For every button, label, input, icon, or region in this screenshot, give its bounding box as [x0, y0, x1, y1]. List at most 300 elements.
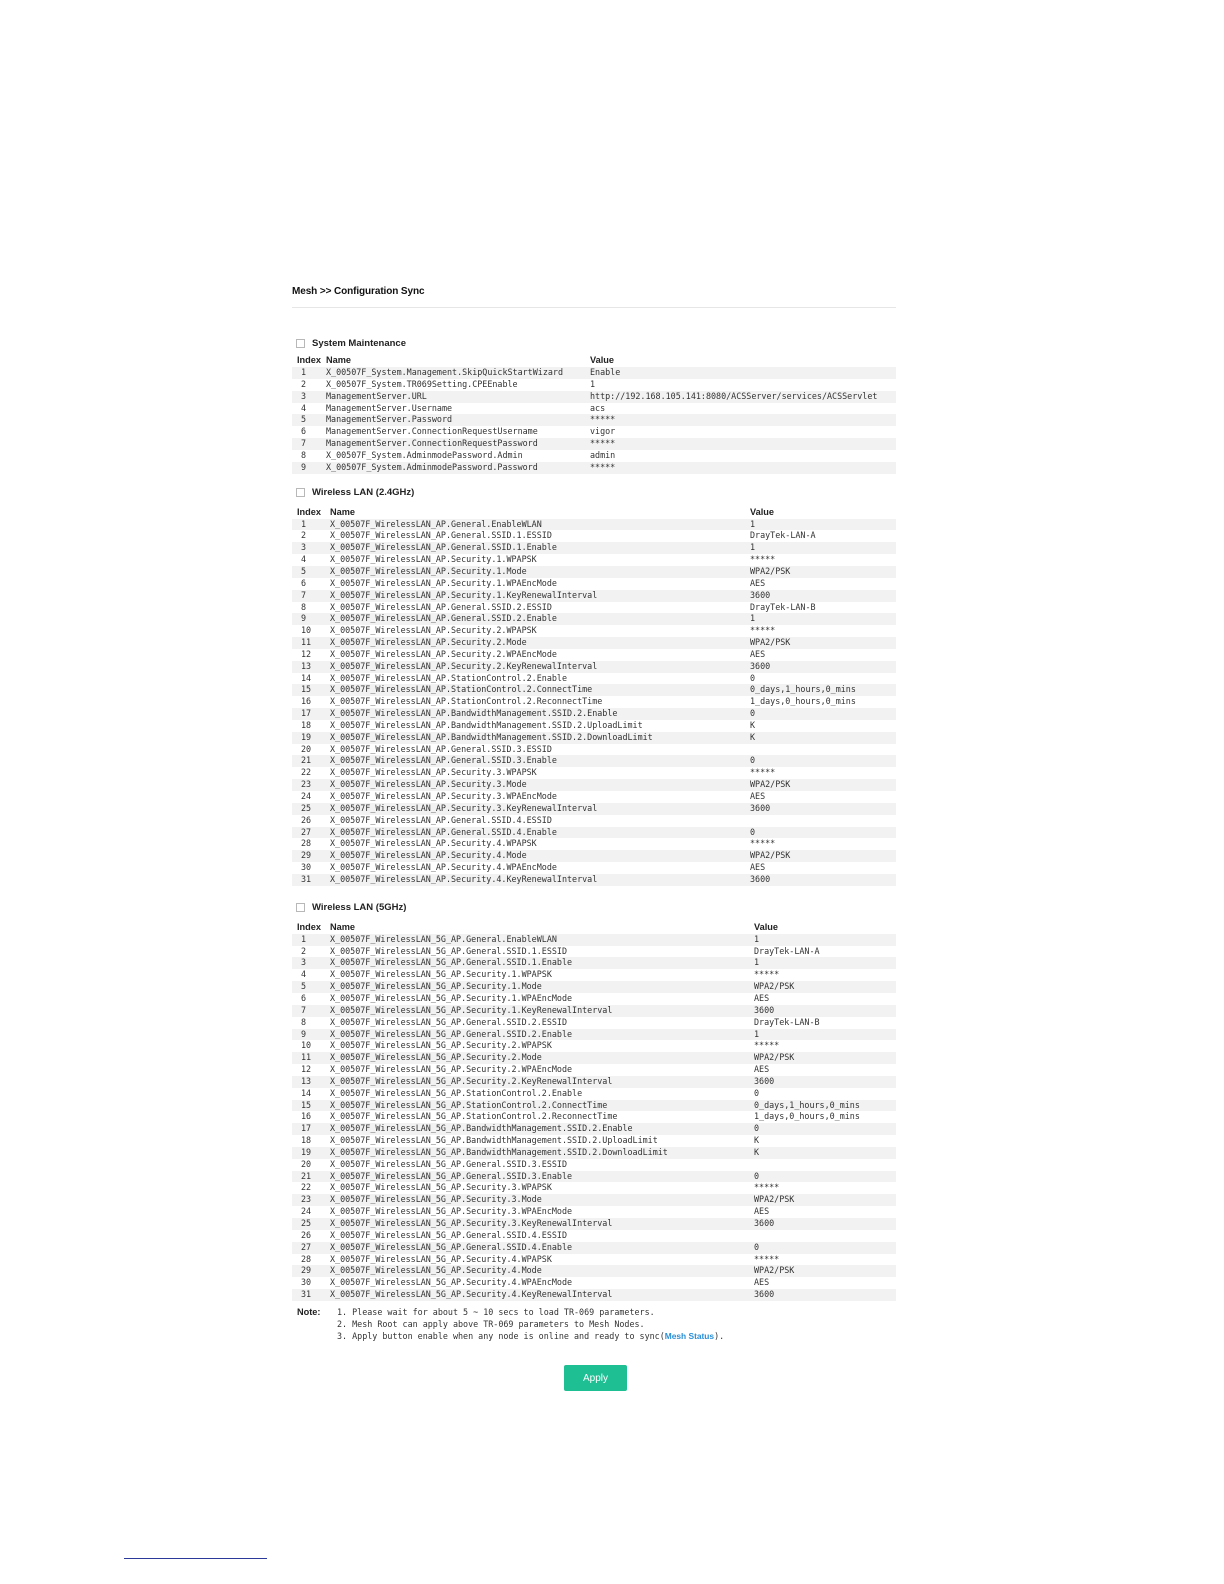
row-value: K [750, 720, 896, 732]
row-parameter-name: X_00507F_WirelessLAN_5G_AP.Security.2.KeyRenewalInterval [330, 1076, 754, 1088]
table-row [292, 815, 896, 827]
table-row [292, 874, 896, 886]
row-index: 16 [292, 696, 330, 708]
row-value: ***** [754, 1182, 896, 1194]
row-index: 25 [292, 1218, 330, 1230]
table-row [292, 379, 896, 391]
table-row [292, 1171, 896, 1183]
row-value: AES [750, 578, 896, 590]
row-value: 0 [750, 827, 896, 839]
row-index: 8 [292, 450, 326, 462]
row-index: 5 [292, 566, 330, 578]
row-value: DrayTek-LAN-A [754, 946, 896, 958]
row-parameter-name: X_00507F_WirelessLAN_5G_AP.Security.4.Mode [330, 1265, 754, 1277]
row-parameter-name: ManagementServer.URL [326, 391, 590, 403]
row-parameter-name: X_00507F_WirelessLAN_5G_AP.General.SSID.2.Enable [330, 1029, 754, 1041]
row-index: 26 [292, 815, 330, 827]
row-index: 10 [292, 1040, 330, 1052]
table-row [292, 946, 896, 958]
row-index: 17 [292, 708, 330, 720]
row-index: 7 [292, 590, 330, 602]
row-parameter-name: X_00507F_WirelessLAN_AP.Security.1.KeyRenewalInterval [330, 590, 750, 602]
wireless-lan-24ghz-table [292, 506, 896, 886]
row-index: 16 [292, 1111, 330, 1123]
table-row [292, 862, 896, 874]
row-value: 1 [754, 934, 896, 946]
section-system-maintenance [292, 336, 896, 474]
row-parameter-name: X_00507F_WirelessLAN_AP.General.SSID.3.ESSID [330, 744, 750, 756]
row-index: 21 [292, 1171, 330, 1183]
row-value: http://192.168.105.141:8080/ACSServer/services/ACSServlet [590, 391, 896, 403]
row-value: AES [750, 649, 896, 661]
table-row [292, 1182, 896, 1194]
table-row [292, 1005, 896, 1017]
row-index: 12 [292, 1064, 330, 1076]
row-parameter-name: X_00507F_WirelessLAN_AP.BandwidthManagement.SSID.2.DownloadLimit [330, 732, 750, 744]
row-parameter-name: X_00507F_WirelessLAN_AP.Security.4.WPAEncMode [330, 862, 750, 874]
row-value: Enable [590, 367, 896, 379]
breadcrumb-divider [292, 307, 896, 308]
table-row [292, 993, 896, 1005]
table-row [292, 542, 896, 554]
row-index: 4 [292, 969, 330, 981]
row-value: 3600 [754, 1289, 896, 1301]
row-index: 13 [292, 661, 330, 673]
row-index: 5 [292, 414, 326, 426]
row-value: ***** [750, 767, 896, 779]
row-parameter-name: X_00507F_WirelessLAN_5G_AP.StationControl.2.Enable [330, 1088, 754, 1100]
row-value: AES [750, 862, 896, 874]
row-parameter-name: X_00507F_WirelessLAN_5G_AP.StationControl.2.ReconnectTime [330, 1111, 754, 1123]
row-value: 1 [754, 1029, 896, 1041]
section-title: Wireless LAN (2.4GHz) [312, 487, 415, 499]
row-value [754, 1159, 896, 1171]
row-value [754, 1230, 896, 1242]
table-row [292, 613, 896, 625]
row-value: 3600 [750, 590, 896, 602]
row-value: 0 [754, 1242, 896, 1254]
table-row [292, 684, 896, 696]
apply-button[interactable]: Apply [564, 1365, 627, 1391]
row-parameter-name: X_00507F_WirelessLAN_AP.General.SSID.1.Enable [330, 542, 750, 554]
row-value: 0 [754, 1171, 896, 1183]
table-row [292, 767, 896, 779]
row-value: AES [754, 1206, 896, 1218]
note-line-3-suffix: ). [714, 1330, 725, 1341]
row-parameter-name: X_00507F_WirelessLAN_5G_AP.Security.3.KeyRenewalInterval [330, 1218, 754, 1230]
row-index: 23 [292, 779, 330, 791]
row-parameter-name: X_00507F_WirelessLAN_5G_AP.StationControl.2.ConnectTime [330, 1100, 754, 1112]
table-row [292, 1289, 896, 1301]
row-parameter-name: X_00507F_WirelessLAN_5G_AP.Security.1.Mode [330, 981, 754, 993]
row-parameter-name: X_00507F_WirelessLAN_AP.Security.3.Mode [330, 779, 750, 791]
table-row [292, 462, 896, 474]
row-parameter-name: X_00507F_WirelessLAN_AP.StationControl.2.Enable [330, 673, 750, 685]
row-value: admin [590, 450, 896, 462]
row-parameter-name: X_00507F_WirelessLAN_5G_AP.General.SSID.1.ESSID [330, 946, 754, 958]
table-row [292, 779, 896, 791]
row-parameter-name: X_00507F_WirelessLAN_5G_AP.Security.2.WPAEncMode [330, 1064, 754, 1076]
row-value: ***** [754, 969, 896, 981]
row-parameter-name: X_00507F_WirelessLAN_AP.Security.4.WPAPSK [330, 838, 750, 850]
table-row [292, 827, 896, 839]
section-header [296, 901, 896, 915]
row-index: 8 [292, 602, 330, 614]
row-index: 26 [292, 1230, 330, 1242]
row-parameter-name: X_00507F_WirelessLAN_AP.Security.3.KeyRenewalInterval [330, 803, 750, 815]
footnote-separator [124, 1558, 267, 1559]
row-index: 8 [292, 1017, 330, 1029]
row-parameter-name: X_00507F_WirelessLAN_AP.General.EnableWLAN [330, 519, 750, 531]
row-index: 21 [292, 755, 330, 767]
row-index: 18 [292, 720, 330, 732]
table-row [292, 1123, 896, 1135]
table-row [292, 1242, 896, 1254]
table-row [292, 1076, 896, 1088]
row-parameter-name: X_00507F_WirelessLAN_AP.General.SSID.4.Enable [330, 827, 750, 839]
table-row [292, 1088, 896, 1100]
row-index: 27 [292, 827, 330, 839]
row-index: 23 [292, 1194, 330, 1206]
row-index: 15 [292, 684, 330, 696]
column-header-index: Index [297, 355, 321, 365]
table-row [292, 367, 896, 379]
row-index: 22 [292, 767, 330, 779]
row-parameter-name: X_00507F_WirelessLAN_AP.General.SSID.4.ESSID [330, 815, 750, 827]
row-parameter-name: X_00507F_System.AdminmodePassword.Admin [326, 450, 590, 462]
section-wireless-lan-24ghz [292, 486, 896, 886]
row-value: AES [754, 1064, 896, 1076]
table-row [292, 1052, 896, 1064]
row-value: 1_days,0_hours,0_mins [750, 696, 896, 708]
table-row [292, 602, 896, 614]
row-value: ***** [590, 414, 896, 426]
row-value: ***** [750, 838, 896, 850]
row-index: 31 [292, 1289, 330, 1301]
table-row [292, 1147, 896, 1159]
note-line-3-text: 3. Apply button enable when any node is online and ready to sync( [337, 1330, 665, 1341]
row-parameter-name: X_00507F_WirelessLAN_5G_AP.General.SSID.1.Enable [330, 957, 754, 969]
column-header-name: Name [330, 506, 356, 517]
row-index: 4 [292, 403, 326, 415]
row-value: AES [754, 993, 896, 1005]
table-row [292, 969, 896, 981]
row-index: 3 [292, 957, 330, 969]
table-row [292, 1230, 896, 1242]
row-value: 3600 [754, 1005, 896, 1017]
row-parameter-name: X_00507F_WirelessLAN_5G_AP.General.SSID.4.ESSID [330, 1230, 754, 1242]
row-index: 14 [292, 1088, 330, 1100]
table-row [292, 1017, 896, 1029]
row-index: 19 [292, 732, 330, 744]
mesh-status-link[interactable]: Mesh Status [664, 1330, 715, 1341]
row-index: 25 [292, 803, 330, 815]
row-parameter-name: X_00507F_WirelessLAN_5G_AP.Security.2.Mode [330, 1052, 754, 1064]
row-value [750, 744, 896, 756]
row-value: 0 [750, 673, 896, 685]
row-value: ***** [754, 1254, 896, 1266]
table-row [292, 590, 896, 602]
config-sync-panel [292, 285, 896, 1342]
row-index: 9 [292, 462, 326, 474]
table-row [292, 1064, 896, 1076]
row-index: 1 [292, 519, 330, 531]
row-parameter-name: X_00507F_WirelessLAN_5G_AP.Security.2.WPAPSK [330, 1040, 754, 1052]
section-title: System Maintenance [312, 337, 406, 349]
row-index: 28 [292, 1254, 330, 1266]
row-parameter-name: X_00507F_WirelessLAN_AP.Security.2.WPAEncMode [330, 649, 750, 661]
table-row [292, 450, 896, 462]
row-parameter-name: X_00507F_WirelessLAN_AP.Security.2.KeyRenewalInterval [330, 661, 750, 673]
row-index: 29 [292, 850, 330, 862]
row-index: 3 [292, 542, 330, 554]
row-value: 1_days,0_hours,0_mins [754, 1111, 896, 1123]
row-parameter-name: ManagementServer.Password [326, 414, 590, 426]
wireless-lan-5ghz-checkbox[interactable] [296, 903, 305, 912]
row-value: ***** [590, 438, 896, 450]
row-parameter-name: X_00507F_WirelessLAN_AP.Security.1.WPAEncMode [330, 578, 750, 590]
row-value: 0 [754, 1088, 896, 1100]
row-index: 11 [292, 1052, 330, 1064]
row-value: 0_days,1_hours,0_mins [754, 1100, 896, 1112]
row-index: 27 [292, 1242, 330, 1254]
row-value: 0 [754, 1123, 896, 1135]
row-value: AES [754, 1277, 896, 1289]
row-parameter-name: X_00507F_WirelessLAN_AP.General.SSID.3.Enable [330, 755, 750, 767]
table-row [292, 850, 896, 862]
row-index: 1 [292, 934, 330, 946]
table-row [292, 578, 896, 590]
row-value: 0_days,1_hours,0_mins [750, 684, 896, 696]
row-index: 14 [292, 673, 330, 685]
row-index: 9 [292, 613, 330, 625]
row-index: 28 [292, 838, 330, 850]
row-parameter-name: X_00507F_WirelessLAN_AP.Security.1.Mode [330, 566, 750, 578]
row-value: 1 [754, 957, 896, 969]
row-parameter-name: X_00507F_WirelessLAN_5G_AP.Security.1.KeyRenewalInterval [330, 1005, 754, 1017]
note-label: Note: [297, 1306, 321, 1317]
column-header-value: Value [750, 506, 775, 517]
row-index: 4 [292, 554, 330, 566]
row-parameter-name: X_00507F_WirelessLAN_5G_AP.General.SSID.4.Enable [330, 1242, 754, 1254]
row-parameter-name: X_00507F_WirelessLAN_AP.BandwidthManagement.SSID.2.Enable [330, 708, 750, 720]
row-parameter-name: ManagementServer.ConnectionRequestPassword [326, 438, 590, 450]
row-index: 7 [292, 1005, 330, 1017]
table-row [292, 755, 896, 767]
row-value: AES [750, 791, 896, 803]
table-row [292, 673, 896, 685]
row-parameter-name: X_00507F_WirelessLAN_5G_AP.BandwidthManagement.SSID.2.Enable [330, 1123, 754, 1135]
row-value [750, 815, 896, 827]
row-index: 24 [292, 791, 330, 803]
row-parameter-name: X_00507F_WirelessLAN_AP.Security.3.WPAEncMode [330, 791, 750, 803]
table-row [292, 1040, 896, 1052]
row-index: 30 [292, 1277, 330, 1289]
row-value: WPA2/PSK [754, 1194, 896, 1206]
row-value: WPA2/PSK [750, 566, 896, 578]
row-parameter-name: X_00507F_WirelessLAN_AP.Security.3.WPAPSK [330, 767, 750, 779]
row-value: acs [590, 403, 896, 415]
table-row [292, 1218, 896, 1230]
row-value: 1 [750, 542, 896, 554]
row-parameter-name: X_00507F_WirelessLAN_5G_AP.BandwidthManagement.SSID.2.UploadLimit [330, 1135, 754, 1147]
row-value: WPA2/PSK [754, 1052, 896, 1064]
row-index: 6 [292, 426, 326, 438]
system-maintenance-checkbox[interactable] [296, 339, 305, 348]
table-row [292, 403, 896, 415]
row-value: 1 [750, 613, 896, 625]
row-value: 3600 [754, 1218, 896, 1230]
column-header-name: Name [326, 355, 352, 365]
row-index: 9 [292, 1029, 330, 1041]
row-parameter-name: X_00507F_WirelessLAN_AP.General.SSID.2.Enable [330, 613, 750, 625]
row-index: 15 [292, 1100, 330, 1112]
row-parameter-name: ManagementServer.ConnectionRequestUsername [326, 426, 590, 438]
table-row [292, 1159, 896, 1171]
row-index: 13 [292, 1076, 330, 1088]
table-row [292, 649, 896, 661]
row-parameter-name: X_00507F_WirelessLAN_5G_AP.Security.3.WPAEncMode [330, 1206, 754, 1218]
table-row [292, 1265, 896, 1277]
table-row [292, 957, 896, 969]
table-row [292, 981, 896, 993]
row-parameter-name: X_00507F_WirelessLAN_5G_AP.Security.4.KeyRenewalInterval [330, 1289, 754, 1301]
row-parameter-name: X_00507F_WirelessLAN_5G_AP.General.SSID.3.ESSID [330, 1159, 754, 1171]
note-line-2: 2. Mesh Root can apply above TR-069 parameters to Mesh Nodes. [337, 1318, 645, 1329]
table-row [292, 661, 896, 673]
table-row [292, 414, 896, 426]
row-value: 0 [750, 708, 896, 720]
table-row [292, 1254, 896, 1266]
row-index: 1 [292, 367, 326, 379]
table-row [292, 426, 896, 438]
row-value: DrayTek-LAN-B [754, 1017, 896, 1029]
row-value: WPA2/PSK [750, 637, 896, 649]
table-row [292, 732, 896, 744]
column-header-value: Value [754, 921, 779, 932]
row-index: 10 [292, 625, 330, 637]
row-parameter-name: X_00507F_WirelessLAN_AP.General.SSID.2.ESSID [330, 602, 750, 614]
table-row [292, 791, 896, 803]
row-index: 20 [292, 1159, 330, 1171]
column-header-index: Index [297, 921, 321, 932]
row-value: 3600 [750, 803, 896, 815]
table-row [292, 708, 896, 720]
row-parameter-name: X_00507F_WirelessLAN_5G_AP.General.SSID.2.ESSID [330, 1017, 754, 1029]
wireless-lan-24ghz-checkbox[interactable] [296, 488, 305, 497]
row-parameter-name: X_00507F_WirelessLAN_5G_AP.Security.3.WPAPSK [330, 1182, 754, 1194]
table-row [292, 934, 896, 946]
row-value: 1 [750, 519, 896, 531]
row-index: 12 [292, 649, 330, 661]
row-index: 31 [292, 874, 330, 886]
row-index: 11 [292, 637, 330, 649]
table-row [292, 696, 896, 708]
row-index: 6 [292, 578, 330, 590]
row-parameter-name: X_00507F_System.TR069Setting.CPEEnable [326, 379, 590, 391]
section-title: Wireless LAN (5GHz) [312, 902, 407, 914]
table-row [292, 1135, 896, 1147]
row-value: 3600 [750, 661, 896, 673]
row-parameter-name: X_00507F_System.Management.SkipQuickStartWizard [326, 367, 590, 379]
row-value: WPA2/PSK [750, 850, 896, 862]
row-index: 6 [292, 993, 330, 1005]
row-parameter-name: X_00507F_System.AdminmodePassword.Password [326, 462, 590, 474]
table-row [292, 637, 896, 649]
row-parameter-name: X_00507F_WirelessLAN_AP.Security.2.Mode [330, 637, 750, 649]
table-row [292, 838, 896, 850]
note-line-1: 1. Please wait for about 5 ~ 10 secs to load TR-069 parameters. [337, 1306, 655, 1317]
row-parameter-name: X_00507F_WirelessLAN_5G_AP.General.SSID.3.Enable [330, 1171, 754, 1183]
table-row [292, 530, 896, 542]
row-value: WPA2/PSK [754, 981, 896, 993]
row-index: 18 [292, 1135, 330, 1147]
table-row [292, 566, 896, 578]
row-parameter-name: X_00507F_WirelessLAN_AP.Security.4.KeyRenewalInterval [330, 874, 750, 886]
table-row [292, 1100, 896, 1112]
table-row [292, 391, 896, 403]
row-parameter-name: X_00507F_WirelessLAN_AP.Security.4.Mode [330, 850, 750, 862]
row-index: 20 [292, 744, 330, 756]
column-header-value: Value [590, 355, 615, 365]
system-maintenance-table [292, 354, 896, 474]
row-index: 24 [292, 1206, 330, 1218]
row-index: 22 [292, 1182, 330, 1194]
row-value: 1 [590, 379, 896, 391]
row-value: DrayTek-LAN-A [750, 530, 896, 542]
row-parameter-name: X_00507F_WirelessLAN_5G_AP.Security.1.WPAPSK [330, 969, 754, 981]
section-wireless-lan-5ghz [292, 901, 896, 1301]
row-value: vigor [590, 426, 896, 438]
row-value: ***** [590, 462, 896, 474]
row-index: 19 [292, 1147, 330, 1159]
row-index: 2 [292, 379, 326, 391]
row-value: DrayTek-LAN-B [750, 602, 896, 614]
breadcrumb: Mesh >> Configuration Sync [292, 286, 425, 297]
row-index: 7 [292, 438, 326, 450]
table-row [292, 438, 896, 450]
table-row [292, 744, 896, 756]
row-parameter-name: X_00507F_WirelessLAN_5G_AP.Security.1.WPAEncMode [330, 993, 754, 1005]
row-value: K [754, 1135, 896, 1147]
wireless-lan-5ghz-table [292, 921, 896, 1301]
table-row [292, 1277, 896, 1289]
row-value: ***** [754, 1040, 896, 1052]
row-parameter-name: X_00507F_WirelessLAN_AP.General.SSID.1.ESSID [330, 530, 750, 542]
note-line-3 [337, 1330, 724, 1342]
row-parameter-name: X_00507F_WirelessLAN_5G_AP.Security.4.WPAPSK [330, 1254, 754, 1266]
table-row [292, 625, 896, 637]
row-index: 2 [292, 946, 330, 958]
row-value: ***** [750, 554, 896, 566]
table-row [292, 1029, 896, 1041]
row-value: K [754, 1147, 896, 1159]
apply-button-container [564, 1365, 627, 1391]
table-row [292, 1111, 896, 1123]
row-index: 3 [292, 391, 326, 403]
row-index: 29 [292, 1265, 330, 1277]
row-value: 0 [750, 755, 896, 767]
row-parameter-name: X_00507F_WirelessLAN_5G_AP.BandwidthManagement.SSID.2.DownloadLimit [330, 1147, 754, 1159]
row-value: K [750, 732, 896, 744]
row-parameter-name: X_00507F_WirelessLAN_AP.BandwidthManagement.SSID.2.UploadLimit [330, 720, 750, 732]
row-index: 17 [292, 1123, 330, 1135]
row-parameter-name: X_00507F_WirelessLAN_AP.StationControl.2.ReconnectTime [330, 696, 750, 708]
row-parameter-name: X_00507F_WirelessLAN_AP.StationControl.2.ConnectTime [330, 684, 750, 696]
row-value: WPA2/PSK [750, 779, 896, 791]
row-value: ***** [750, 625, 896, 637]
table-row [292, 519, 896, 531]
